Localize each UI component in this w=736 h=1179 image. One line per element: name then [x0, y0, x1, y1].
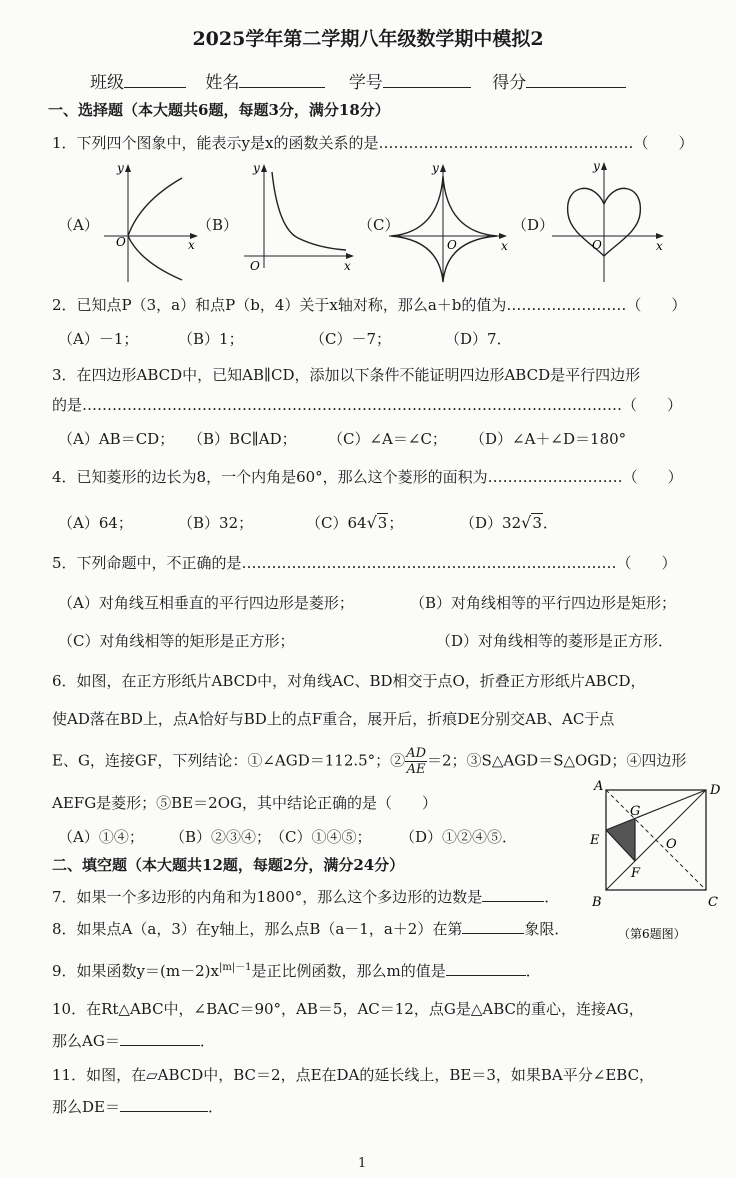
q6-line3-suffix: ＝2；③S△AGD＝S△OGD；④四边形	[427, 751, 687, 770]
q9-end: ．	[525, 962, 541, 980]
q6-fraction-numerator: AD	[406, 746, 426, 761]
q5-option-b: （B）对角线相等的平行四边形是矩形；	[410, 594, 677, 612]
q7-end: ．	[544, 888, 560, 906]
q6-option-c: （C）①④⑤；	[270, 828, 372, 846]
q4-option-c-prefix: （C）64	[306, 514, 367, 532]
q3-option-b: （B）BC∥AD；	[188, 430, 297, 448]
q9-suffix: 是正比例函数，那么m的值是	[251, 962, 446, 980]
header-fields	[90, 68, 626, 93]
q2-stem: 2．已知点P（3，a）和点P（b，4）关于x轴对称，那么a＋b的值为……………………（ ）	[52, 296, 687, 314]
q3-stem-line2: 的是………………………………………………………………………………………………（ ）	[52, 396, 683, 414]
q1-graph-d-x-label: x	[656, 239, 663, 253]
q4-option-d: （D）32√3．	[460, 513, 558, 532]
q3-option-c: （C）∠A＝∠C；	[328, 430, 447, 448]
q6-fraction	[405, 746, 427, 777]
q2-option-c: （C）－7；	[310, 330, 392, 348]
q1-graph-b-origin: O	[250, 259, 260, 273]
q11-line2-text: 那么DE＝	[52, 1098, 120, 1116]
page-title: 2025学年第二学期八年级数学期中模拟2	[192, 28, 544, 50]
q1-stem: 1．下列四个图象中，能表示y是x的函数关系的是……………………………………………（ ）	[52, 134, 694, 152]
q6-label-b: B	[592, 895, 602, 910]
page-number: 1	[358, 1156, 367, 1171]
q1-option-c-label: （C）	[358, 216, 400, 234]
q6-option-b: （B）②③④；	[170, 828, 272, 846]
q8-answer-blank[interactable]	[462, 918, 524, 934]
class-blank[interactable]	[124, 72, 186, 88]
q1-graph-c-curve	[391, 176, 497, 282]
q1-graph-b-x-label: x	[344, 259, 351, 273]
q4-option-c-suffix: ；	[388, 514, 404, 532]
name-label: 姓名	[205, 73, 240, 93]
q6-label-d: D	[710, 783, 721, 798]
q4-option-d-suffix: ．	[542, 514, 558, 532]
q5-stem: 5．下列命题中，不正确的是…………………………………………………………………（ ）	[52, 554, 677, 572]
name-blank[interactable]	[239, 72, 325, 88]
q6-line2: 使AD落在BD上，点A恰好与BD上的点F重合，展开后，折痕DE分别交AB、AC于点	[52, 710, 615, 728]
q1-graph-a	[100, 158, 200, 286]
q6-figure-caption: （第6题图）	[618, 927, 686, 941]
q8	[52, 918, 569, 939]
q1-graph-c-y-label: y	[432, 161, 439, 175]
q4-option-c: （C）64√3；	[306, 513, 404, 532]
section-heading-fill: 二、填空题（本大题共12题，每题2分，满分24分）	[52, 856, 405, 874]
q2-option-b: （B）1；	[178, 330, 244, 348]
q4-stem: 4．已知菱形的边长为8，一个内角是60°，那么这个菱形的面积为………………………（ ）	[52, 468, 683, 486]
q1-graph-d	[548, 158, 672, 286]
q11-line2	[52, 1096, 223, 1117]
q1-option-b-label: （B）	[197, 216, 239, 234]
q11-line1: 11．如图，在▱ABCD中，BC＝2，点E在DA的延长线上，BE＝3，如果BA平分∠EBC，	[52, 1066, 655, 1084]
q8-end: 象限．	[524, 920, 570, 938]
q4-option-c-radicand: 3	[377, 514, 388, 532]
q1-graph-a-curve	[128, 178, 182, 280]
q9	[52, 958, 541, 981]
q6-line4: AEFG是菱形；⑤BE＝2OG，其中结论正确的是（ ）	[52, 794, 437, 812]
q1-graph-b-curve	[272, 172, 346, 250]
q6-label-e: E	[590, 833, 600, 848]
q6-crease-de	[606, 790, 706, 830]
q4-option-a: （A）64；	[58, 514, 133, 532]
q7-text: 7．如果一个多边形的内角和为1800°，那么这个多边形的边数是	[52, 888, 483, 906]
q6-label-c: C	[708, 895, 718, 910]
q1-graph-b	[238, 158, 362, 276]
q8-text: 8．如果点A（a，3）在y轴上，那么点B（a－1，a＋2）在第	[52, 920, 463, 938]
q10-end: ．	[199, 1032, 215, 1050]
q2-option-d: （D）7．	[445, 330, 512, 348]
q9-exponent: |m|－1	[218, 962, 252, 973]
score-label: 得分	[492, 73, 527, 93]
q6-figure	[586, 778, 732, 948]
q6-label-o: O	[666, 837, 677, 852]
q9-answer-blank[interactable]	[446, 960, 526, 976]
q7	[52, 886, 559, 907]
q6-label-g: G	[630, 804, 641, 819]
q6-option-a: （A）①④；	[58, 828, 144, 846]
q1-graph-a-x-label: x	[188, 238, 195, 252]
q6-fold-shade-lower	[606, 819, 635, 861]
id-blank[interactable]	[383, 72, 471, 88]
q1-option-a-label: （A）	[58, 216, 99, 234]
q1-graph-c	[385, 158, 515, 286]
q1-graph-d-origin: O	[592, 238, 602, 252]
q6-line3-prefix: E、G，连接GF，下列结论：①∠AGD＝112.5°；②	[52, 751, 406, 770]
q7-answer-blank[interactable]	[482, 886, 544, 902]
q11-answer-blank[interactable]	[120, 1096, 208, 1112]
id-label: 学号	[348, 73, 383, 93]
q1-graph-c-x-label: x	[501, 239, 508, 253]
score-blank[interactable]	[526, 72, 626, 88]
q5-option-c: （C）对角线相等的矩形是正方形；	[58, 632, 295, 650]
q10-line2-text: 那么AG＝	[52, 1032, 120, 1050]
q4-option-d-prefix: （D）32	[460, 514, 522, 532]
class-label: 班级	[90, 73, 124, 93]
q1-graph-a-origin: O	[116, 235, 126, 249]
q10-line2	[52, 1030, 215, 1051]
q1-graph-d-y-label: y	[593, 159, 600, 173]
q10-answer-blank[interactable]	[120, 1030, 200, 1046]
q5-option-a: （A）对角线互相垂直的平行四边形是菱形；	[58, 594, 354, 612]
q11-end: ．	[207, 1098, 223, 1116]
q1-graph-a-y-label: y	[117, 161, 124, 175]
q1-option-d-label: （D）	[512, 216, 555, 234]
q10-line1: 10．在Rt△ABC中，∠BAC＝90°，AB＝5，AC＝12，点G是△ABC的重心，连接AG，	[52, 1000, 644, 1018]
q6-label-f: F	[631, 866, 641, 881]
q1-graph-b-y-label: y	[253, 161, 260, 175]
q6-line3	[52, 746, 686, 777]
q1-graph-c-origin: O	[447, 238, 457, 252]
q2-option-a: （A）－1；	[58, 330, 139, 348]
q6-label-a: A	[594, 779, 604, 794]
section-heading-choice: 一、选择题（本大题共6题，每题3分，满分18分）	[48, 101, 390, 119]
q6-option-d: （D）①②④⑤．	[400, 828, 518, 846]
q4-option-d-radicand: 3	[532, 514, 542, 532]
q4-option-b: （B）32；	[178, 514, 254, 532]
q5-option-d: （D）对角线相等的菱形是正方形．	[436, 632, 674, 650]
q3-option-d: （D）∠A＋∠D＝180°	[470, 430, 627, 448]
q6-line1: 6．如图，在正方形纸片ABCD中，对角线AC、BD相交于点O，折叠正方形纸片ABCD，	[52, 672, 646, 690]
q3-stem-line1: 3．在四边形ABCD中，已知AB∥CD，添加以下条件不能证明四边形ABCD是平行四边形	[52, 366, 641, 384]
q3-option-a: （A）AB＝CD；	[58, 430, 175, 448]
q6-fraction-denominator: AE	[406, 762, 426, 777]
q9-prefix: 9．如果函数y＝(m－2)x	[52, 962, 219, 980]
